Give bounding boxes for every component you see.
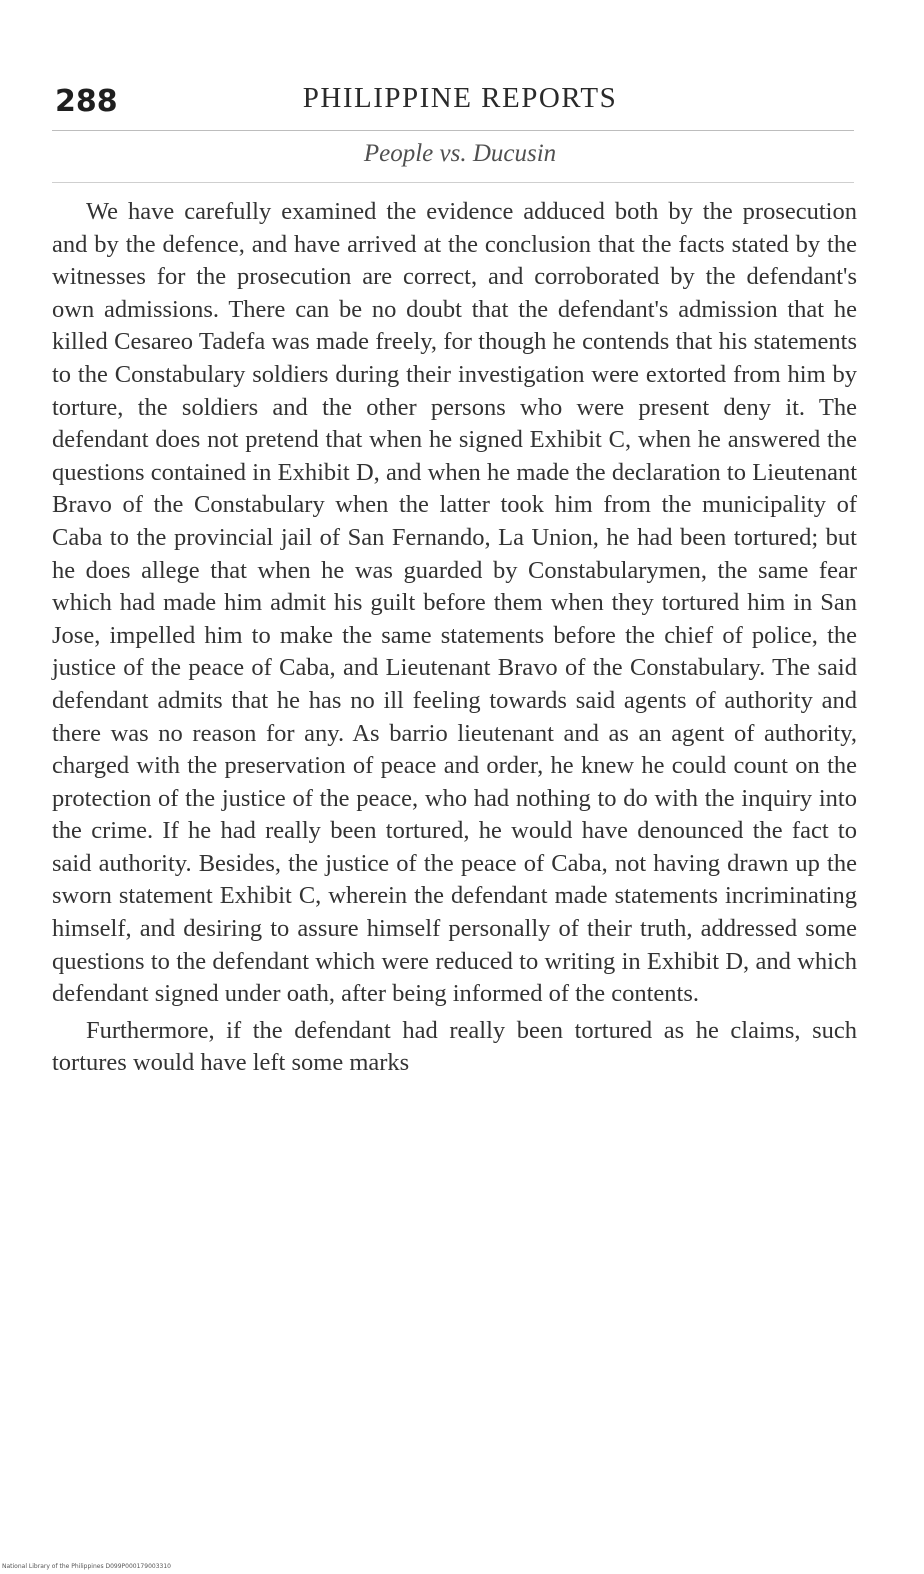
body-text — [52, 196, 857, 1080]
paragraph-1: We have carefully examined the evidence adduced both by the prosecution and by the defence, and have arrived at the conclusion that the facts stated by the witnesses for the prosecution are correct, and corroborated by the defendant's own admissions. There can be no doubt that the defendant's admission that he killed Cesareo Tadefa was made freely, for though he contends that his statements to the Constabulary soldiers during their investigation were extorted from him by torture, the soldiers and the other persons who were present deny it. The defendant does not pretend that when he signed Exhibit C, when he answered the questions contained in Exhibit D, and when he made the declaration to Lieutenant Bravo of the Constabulary when the latter took him from the municipality of Caba to the provincial jail of San Fernando, La Union, he had been tortured; but he does allege that when he was guarded by Constabularymen, the same fear which had made him admit his guilt before them when they tortured him in San Jose, impelled him to make the same statements before the chief of police, the justice of the peace of Caba, and Lieutenant Bravo of the Constabulary. The said defendant admits that he has no ill feeling towards said agents of authority and there was no reason for any. As barrio lieutenant and as an agent of authority, charged with the preservation of peace and order, he knew he could count on the protection of the justice of the peace, who had nothing to do with the inquiry into the crime. If he had really been tortured, he would have denounced the fact to said authority. Besides, the justice of the peace of Caba, not having drawn up the sworn statement Exhibit C, wherein the defendant made statements incriminating himself, and desiring to assure himself personally of their truth, addressed some questions to the defendant which were reduced to writing in Exhibit D, and which defendant signed under oath, after being informed of the contents. — [52, 198, 857, 1008]
page-number: 288 — [55, 84, 118, 119]
header-divider — [52, 130, 854, 131]
scan-credit: National Library of the Philippines D099P000179003310 — [2, 1563, 171, 1570]
running-title: PHILIPPINE REPORTS — [302, 82, 618, 114]
case-title: People vs. Ducusin — [363, 140, 557, 167]
subheader-divider — [52, 182, 854, 183]
paragraph-2: Furthermore, if the defendant had really been tortured as he claims, such tortures would have left some marks — [52, 1016, 857, 1077]
